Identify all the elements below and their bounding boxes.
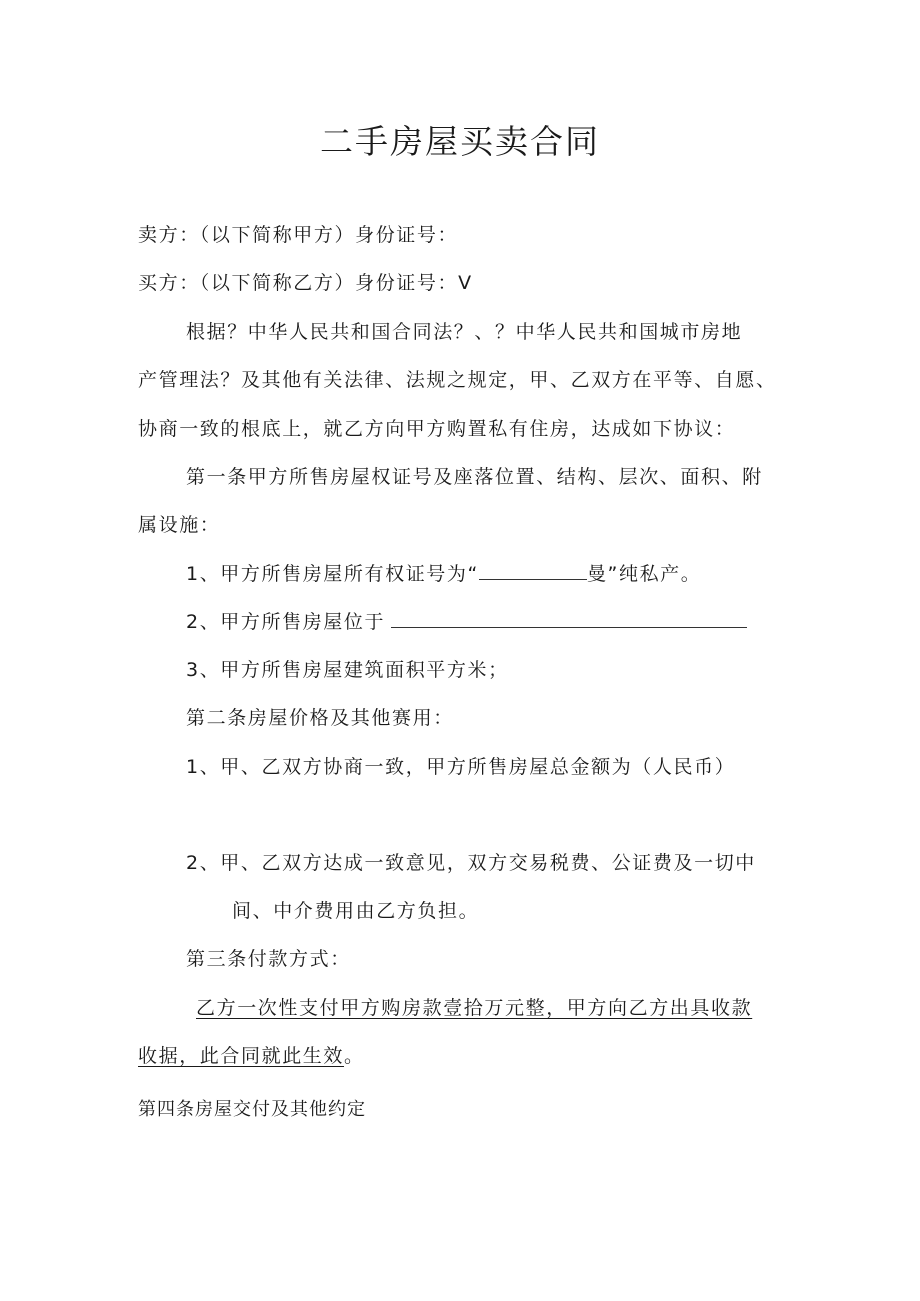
preamble-line-2: 产管理法？及其他有关法律、法规之规定，甲、乙双方在平等、自愿、 — [138, 369, 777, 391]
buyer-line: 买方：（以下简称乙方）身份证号：V — [138, 272, 473, 294]
article3-body-line-2 — [138, 1043, 365, 1069]
article1-item-3: 3、甲方所售房屋建筑面积平方米； — [186, 659, 509, 681]
location-blank — [391, 609, 747, 628]
article1-item-2 — [186, 609, 747, 635]
article4-heading: 第四条房屋交付及其他约定 — [138, 1099, 366, 1120]
article3-body-end: 。 — [344, 1045, 365, 1067]
article3-body-line-1: 乙方一次性支付甲方购房款壹拾万元整，甲方向乙方出具收款 — [196, 997, 753, 1019]
item1-prefix: 1、甲方所售房屋所有权证号为“ — [186, 563, 479, 585]
article2-item-1: 1、甲、乙双方协商一致，甲方所售房屋总金额为（人民币） — [186, 756, 736, 778]
article3-body-underlined: 收据，此合同就此生效 — [138, 1045, 345, 1067]
preamble-line-1: 根据？中华人民共和国合同法？、？中华人民共和国城市房地 — [186, 321, 743, 343]
item1-suffix: 曼”纯私产。 — [586, 563, 702, 585]
article1-heading-line-1: 第一条甲方所售房屋权证号及座落位置、结构、层次、面积、附 — [186, 466, 763, 488]
document-title: 二手房屋买卖合同 — [320, 122, 600, 161]
seller-line: 卖方：（以下简称甲方）身份证号： — [138, 224, 459, 246]
article1-heading-line-2: 属设施： — [138, 514, 221, 536]
article3-heading: 第三条付款方式： — [186, 948, 351, 970]
article2-heading: 第二条房屋价格及其他赛用： — [186, 707, 454, 729]
article2-item-2-line-2: 间、中介费用由乙方负担。 — [232, 900, 480, 922]
certificate-number-blank — [479, 561, 587, 580]
article2-item-2-line-1: 2、甲、乙双方达成一致意见，双方交易税费、公证费及一切中 — [186, 852, 756, 874]
preamble-line-3: 协商一致的根底上，就乙方向甲方购置私有住房，达成如下协议： — [138, 418, 736, 440]
article1-item-1 — [186, 561, 701, 587]
item2-prefix: 2、甲方所售房屋位于 — [186, 611, 386, 633]
